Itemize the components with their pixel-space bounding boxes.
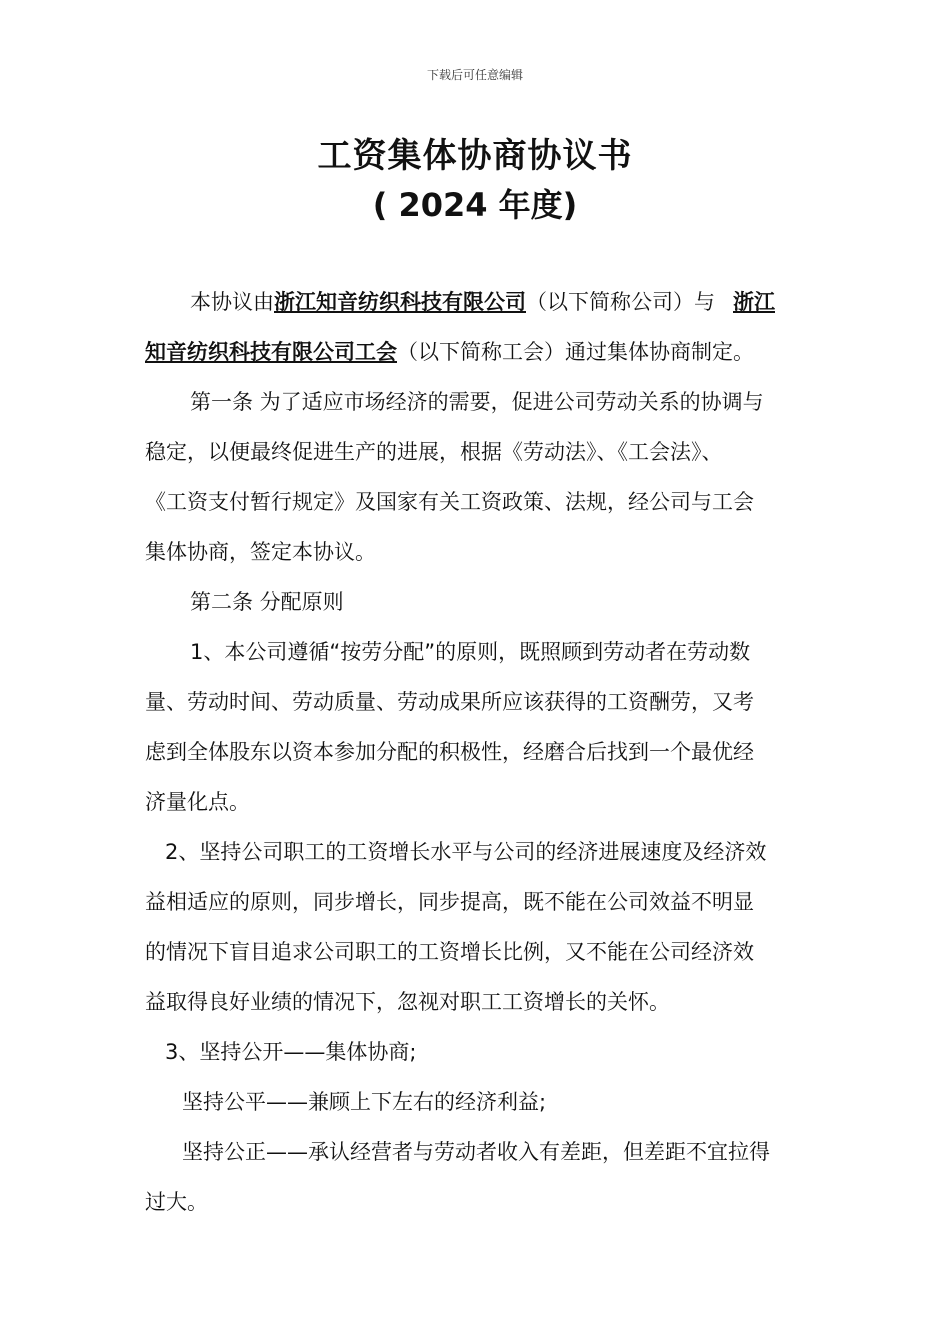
document-title: 工资集体协商协议书 [317, 136, 633, 176]
principle-3-line-3: 坚持公正——承认经营者与劳动者收入有差距，但差距不宜拉得 [182, 1140, 770, 1164]
principle-2-line-2: 益相适应的原则，同步增长，同步提高，既不能在公司效益不明显 [145, 890, 754, 914]
intro-suffix: （以下简称工会）通过集体协商制定。 [397, 340, 754, 364]
union-name-part1: 浙江 [733, 290, 775, 314]
principle-1-line-2: 量、劳动时间、劳动质量、劳动成果所应该获得的工资酬劳，又考 [145, 690, 754, 714]
company-name: 浙江知音纺织科技有限公司 [274, 290, 526, 314]
principle-1-line-1: 1、本公司遵循“按劳分配”的原则，既照顾到劳动者在劳动数 [190, 640, 751, 664]
article-1-line-1: 第一条 为了适应市场经济的需要，促进公司劳动关系的协调与 [190, 390, 764, 414]
principle-3-line-4: 过大。 [145, 1190, 208, 1214]
article-1-line-3: 《工资支付暂行规定》及国家有关工资政策、法规，经公司与工会 [145, 490, 754, 514]
article-2-heading: 第二条 分配原则 [190, 590, 344, 614]
header-note: 下载后可任意编辑 [426, 68, 523, 82]
principle-2-line-1: 2、坚持公司职工的工资增长水平与公司的经济进展速度及经济效 [165, 840, 767, 864]
intro-line-1 [190, 286, 860, 316]
principle-3-line-1: 3、坚持公开——集体协商; [165, 1040, 417, 1064]
intro-line-2 [145, 336, 815, 366]
intro-prefix: 本协议由 [190, 290, 274, 314]
document-subtitle: ( 2024 年度) [372, 186, 578, 224]
principle-1-line-3: 虑到全体股东以资本参加分配的积极性，经磨合后找到一个最优经 [145, 740, 754, 764]
intro-mid: （以下简称公司）与 [526, 290, 715, 314]
article-1-line-4: 集体协商，签定本协议。 [145, 540, 376, 564]
article-1-line-2: 稳定，以便最终促进生产的进展，根据《劳动法》、《工会法》、 [145, 440, 723, 464]
principle-1-line-4: 济量化点。 [145, 790, 250, 814]
principle-3-line-2: 坚持公平——兼顾上下左右的经济利益; [182, 1090, 547, 1114]
principle-2-line-3: 的情况下盲目追求公司职工的工资增长比例，又不能在公司经济效 [145, 940, 754, 964]
union-name-part2: 知音纺织科技有限公司工会 [145, 340, 397, 364]
principle-2-line-4: 益取得良好业绩的情况下，忽视对职工工资增长的关怀。 [145, 990, 670, 1014]
